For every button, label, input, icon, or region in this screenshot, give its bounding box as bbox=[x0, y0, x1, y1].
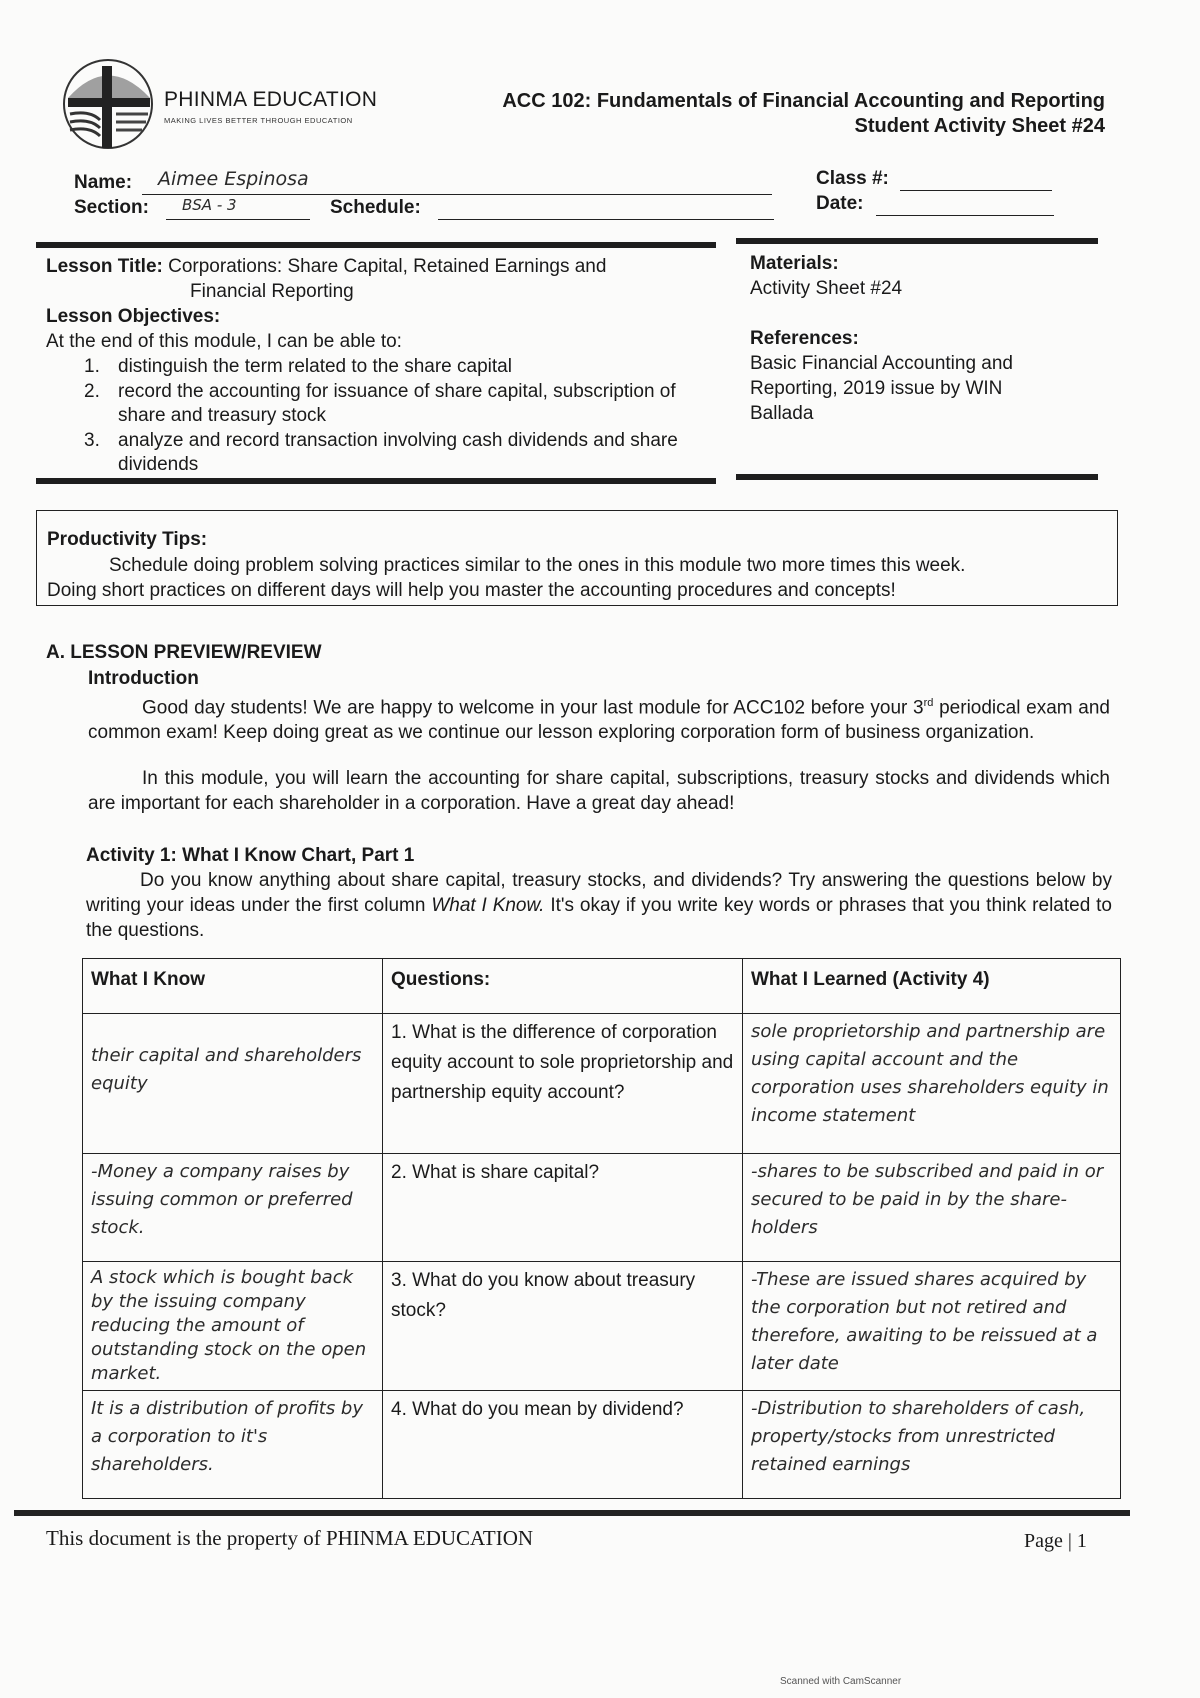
table-row bbox=[83, 1391, 1121, 1499]
know-cell[interactable]: A stock which is bought back by the issuing company reducing the amount of outstanding stock on the open market. bbox=[83, 1262, 383, 1391]
materials-value: Activity Sheet #24 bbox=[750, 278, 903, 299]
objective-item: 3. analyze and record transaction involving cash dividends and share dividends bbox=[84, 429, 678, 475]
objectives-list bbox=[84, 355, 724, 478]
name-value: Aimee Espinosa bbox=[158, 168, 309, 190]
date-field[interactable] bbox=[876, 193, 1054, 216]
header-what-i-learned: What I Learned (Activity 4) bbox=[743, 959, 1121, 1014]
references-label: References: bbox=[750, 328, 859, 349]
lesson-title-label: Lesson Title: bbox=[46, 256, 163, 277]
divider-right-bottom bbox=[736, 474, 1098, 480]
question-cell: 1. What is the difference of corporation equity account to sole proprietorship and partnership equity account? bbox=[383, 1014, 743, 1154]
header-questions: Questions: bbox=[383, 959, 743, 1014]
table-row bbox=[83, 1154, 1121, 1262]
section-value: BSA - 3 bbox=[182, 196, 237, 214]
references-line1: Basic Financial Accounting and bbox=[750, 353, 1013, 374]
objective-item: 1. distinguish the term related to the share capital bbox=[84, 356, 512, 377]
question-cell: 3. What do you know about treasury stock? bbox=[383, 1262, 743, 1391]
divider-left-bottom bbox=[36, 478, 716, 484]
references-line2: Reporting, 2019 issue by WIN bbox=[750, 378, 1003, 399]
lesson-title bbox=[46, 254, 726, 279]
activity-instructions: Do you know anything about share capital, treasury stocks, and dividends? Try answering the questions below by writing your ideas under the first column What I Know. It's okay if you write key words or phrases that you think related to the questions. bbox=[86, 870, 1112, 941]
class-field[interactable] bbox=[900, 168, 1052, 191]
objectives-label: Lesson Objectives: bbox=[46, 306, 221, 327]
lesson-title-line1: Corporations: Share Capital, Retained Earnings and bbox=[168, 256, 607, 277]
course-title: ACC 102: Fundamentals of Financial Accounting and Reporting bbox=[502, 90, 1105, 112]
phinma-emblem-icon bbox=[60, 58, 160, 154]
schedule-field[interactable] bbox=[438, 197, 774, 220]
sheet-title: Student Activity Sheet #24 bbox=[854, 115, 1105, 137]
know-cell[interactable]: It is a distribution of profits by a corporation to it's shareholders. bbox=[83, 1391, 383, 1499]
footer-divider bbox=[14, 1510, 1130, 1516]
tips-line2: Doing short practices on different days will help you master the accounting procedures and concepts! bbox=[47, 580, 896, 601]
page-number: Page | 1 bbox=[1024, 1530, 1087, 1552]
divider-left-top bbox=[36, 242, 716, 248]
class-label: Class #: bbox=[816, 168, 889, 189]
intro-paragraph-2: In this module, you will learn the accounting for share capital, subscriptions, treasury stocks and dividends which are important for each shareholder in a corporation. Have a great day ahead! bbox=[88, 768, 1110, 814]
table-header-row bbox=[83, 959, 1121, 1014]
question-cell: 2. What is share capital? bbox=[383, 1154, 743, 1262]
name-label: Name: bbox=[74, 172, 133, 193]
activity-title: Activity 1: What I Know Chart, Part 1 bbox=[86, 845, 415, 866]
tips-line1: Schedule doing problem solving practices similar to the ones in this module two more times this week. bbox=[109, 555, 966, 576]
footer-property-text: This document is the property of PHINMA EDUCATION bbox=[46, 1526, 534, 1550]
objectives-intro: At the end of this module, I can be able to: bbox=[46, 331, 402, 352]
learned-cell[interactable]: -These are issued shares acquired by the corporation but not retired and therefore, awaiting to be reissued at a later date bbox=[743, 1262, 1121, 1391]
table-row bbox=[83, 1014, 1121, 1154]
intro-paragraph-1: Good day students! We are happy to welcome in your last module for ACC102 before your 3rd periodical exam and common exam! Keep doing great as we continue our lesson exploring corporation form of business organization. bbox=[88, 697, 1110, 744]
section-label: Section: bbox=[74, 197, 149, 218]
know-cell[interactable]: their capital and shareholders equity bbox=[83, 1014, 383, 1154]
scanned-watermark: Scanned with CamScanner bbox=[780, 1676, 902, 1687]
what-i-know-chart bbox=[82, 958, 1121, 1499]
date-label: Date: bbox=[816, 193, 864, 214]
objective-item: 2. record the accounting for issuance of share capital, subscription of share and treasury stock bbox=[84, 380, 676, 426]
materials-label: Materials: bbox=[750, 253, 839, 274]
schedule-label: Schedule: bbox=[330, 197, 421, 218]
question-cell: 4. What do you mean by dividend? bbox=[383, 1391, 743, 1499]
introduction-label: Introduction bbox=[88, 668, 199, 689]
references-line3: Ballada bbox=[750, 403, 814, 424]
phinma-logo bbox=[60, 58, 160, 154]
table-row bbox=[83, 1262, 1121, 1391]
brand-tagline: MAKING LIVES BETTER THROUGH EDUCATION bbox=[164, 116, 353, 125]
tips-label: Productivity Tips: bbox=[47, 529, 208, 550]
brand-name: PHINMA EDUCATION bbox=[164, 88, 378, 111]
header-what-i-know: What I Know bbox=[83, 959, 383, 1014]
productivity-tips-box bbox=[36, 510, 1118, 606]
section-a-heading: A. LESSON PREVIEW/REVIEW bbox=[46, 642, 322, 663]
divider-right-top bbox=[736, 238, 1098, 244]
learned-cell[interactable]: sole proprietorship and partnership are using capital account and the corporation uses shareholders equity in income statement bbox=[743, 1014, 1121, 1154]
learned-cell[interactable]: -Distribution to shareholders of cash, property/stocks from unrestricted retained earnings bbox=[743, 1391, 1121, 1499]
learned-cell[interactable]: -shares to be subscribed and paid in or secured to be paid in by the share-holders bbox=[743, 1154, 1121, 1262]
know-cell[interactable]: -Money a company raises by issuing common or preferred stock. bbox=[83, 1154, 383, 1262]
lesson-title-line2: Financial Reporting bbox=[190, 281, 354, 302]
